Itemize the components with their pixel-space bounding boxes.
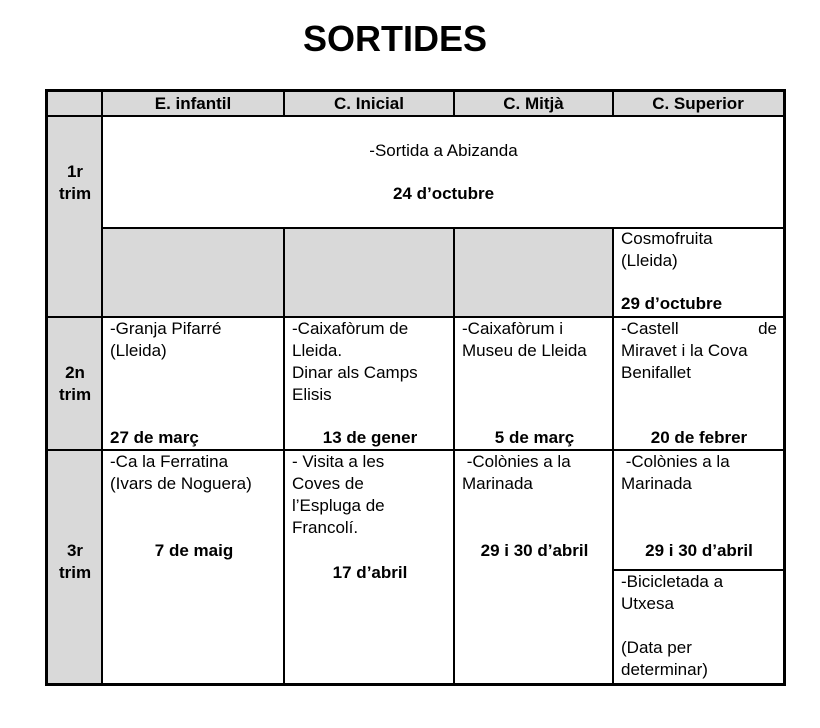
t2-mitja-cell: -Caixafòrum i Museu de Lleida xyxy=(462,319,587,360)
t3-inicial-cell: - Visita a les Coves de l’Espluga de Francolí. xyxy=(292,452,385,537)
border-top xyxy=(45,89,786,92)
t3-infantil-date: 7 de maig xyxy=(154,541,234,560)
t3-superior-date: 29 i 30 d’abril xyxy=(645,541,753,560)
border-header xyxy=(45,115,786,117)
t2-inicial-cell: -Caixafòrum de Lleida. Dinar als Camps Elisis xyxy=(292,319,418,404)
trim-label-3: 3r trim xyxy=(58,541,92,582)
t2-superior-date: 20 de febrer xyxy=(650,428,748,447)
border-right xyxy=(783,89,786,686)
header-corner-cell xyxy=(48,92,102,116)
t1-superior-date: 29 d’octubre xyxy=(621,294,723,313)
page-title: SORTIDES xyxy=(302,18,488,59)
t2-infantil-date: 27 de març xyxy=(110,428,199,447)
t1-empty-mitja xyxy=(454,228,613,317)
t3-infantil-cell: -Ca la Ferratina (Ivars de Noguera) xyxy=(110,452,252,493)
t2-infantil-cell: -Granja Pifarré (Lleida) xyxy=(110,319,222,360)
trim-label-2: 2n trim xyxy=(58,363,92,404)
t3-superior-cell: -Colònies a la Marinada xyxy=(621,452,730,493)
t3-inicial-date: 17 d’abril xyxy=(332,563,408,582)
header-superior: C. Superior xyxy=(652,94,744,113)
t1-merged-cell xyxy=(102,140,783,205)
t2-mitja-date: 5 de març xyxy=(494,428,575,447)
t1-empty-inicial xyxy=(284,228,454,317)
trim-label-1: 1r trim xyxy=(58,162,92,203)
t2-inicial-date: 13 de gener xyxy=(322,428,418,447)
t1-outing: -Sortida a Abizanda xyxy=(369,141,518,160)
header-mitja: C. Mitjà xyxy=(503,94,564,113)
t2-superior-cell: -Castell de Miravet i la Cova Benifallet xyxy=(621,319,777,382)
t3-superior-bike-cell: -Bicicletada a Utxesa (Data per determinar) xyxy=(621,572,724,679)
t1-empty-infantil xyxy=(102,228,284,317)
t3-mitja-cell: -Colònies a la Marinada xyxy=(462,452,571,493)
t3-mitja-date: 29 i 30 d’abril xyxy=(480,541,589,560)
header-inicial: C. Inicial xyxy=(334,94,404,113)
t1-superior-cell: Cosmofruita (Lleida) 29 d’octubre xyxy=(613,228,783,315)
border-bottom xyxy=(45,683,786,686)
header-infantil: E. infantil xyxy=(154,94,232,113)
t1-date: 24 d’octubre xyxy=(392,184,495,203)
